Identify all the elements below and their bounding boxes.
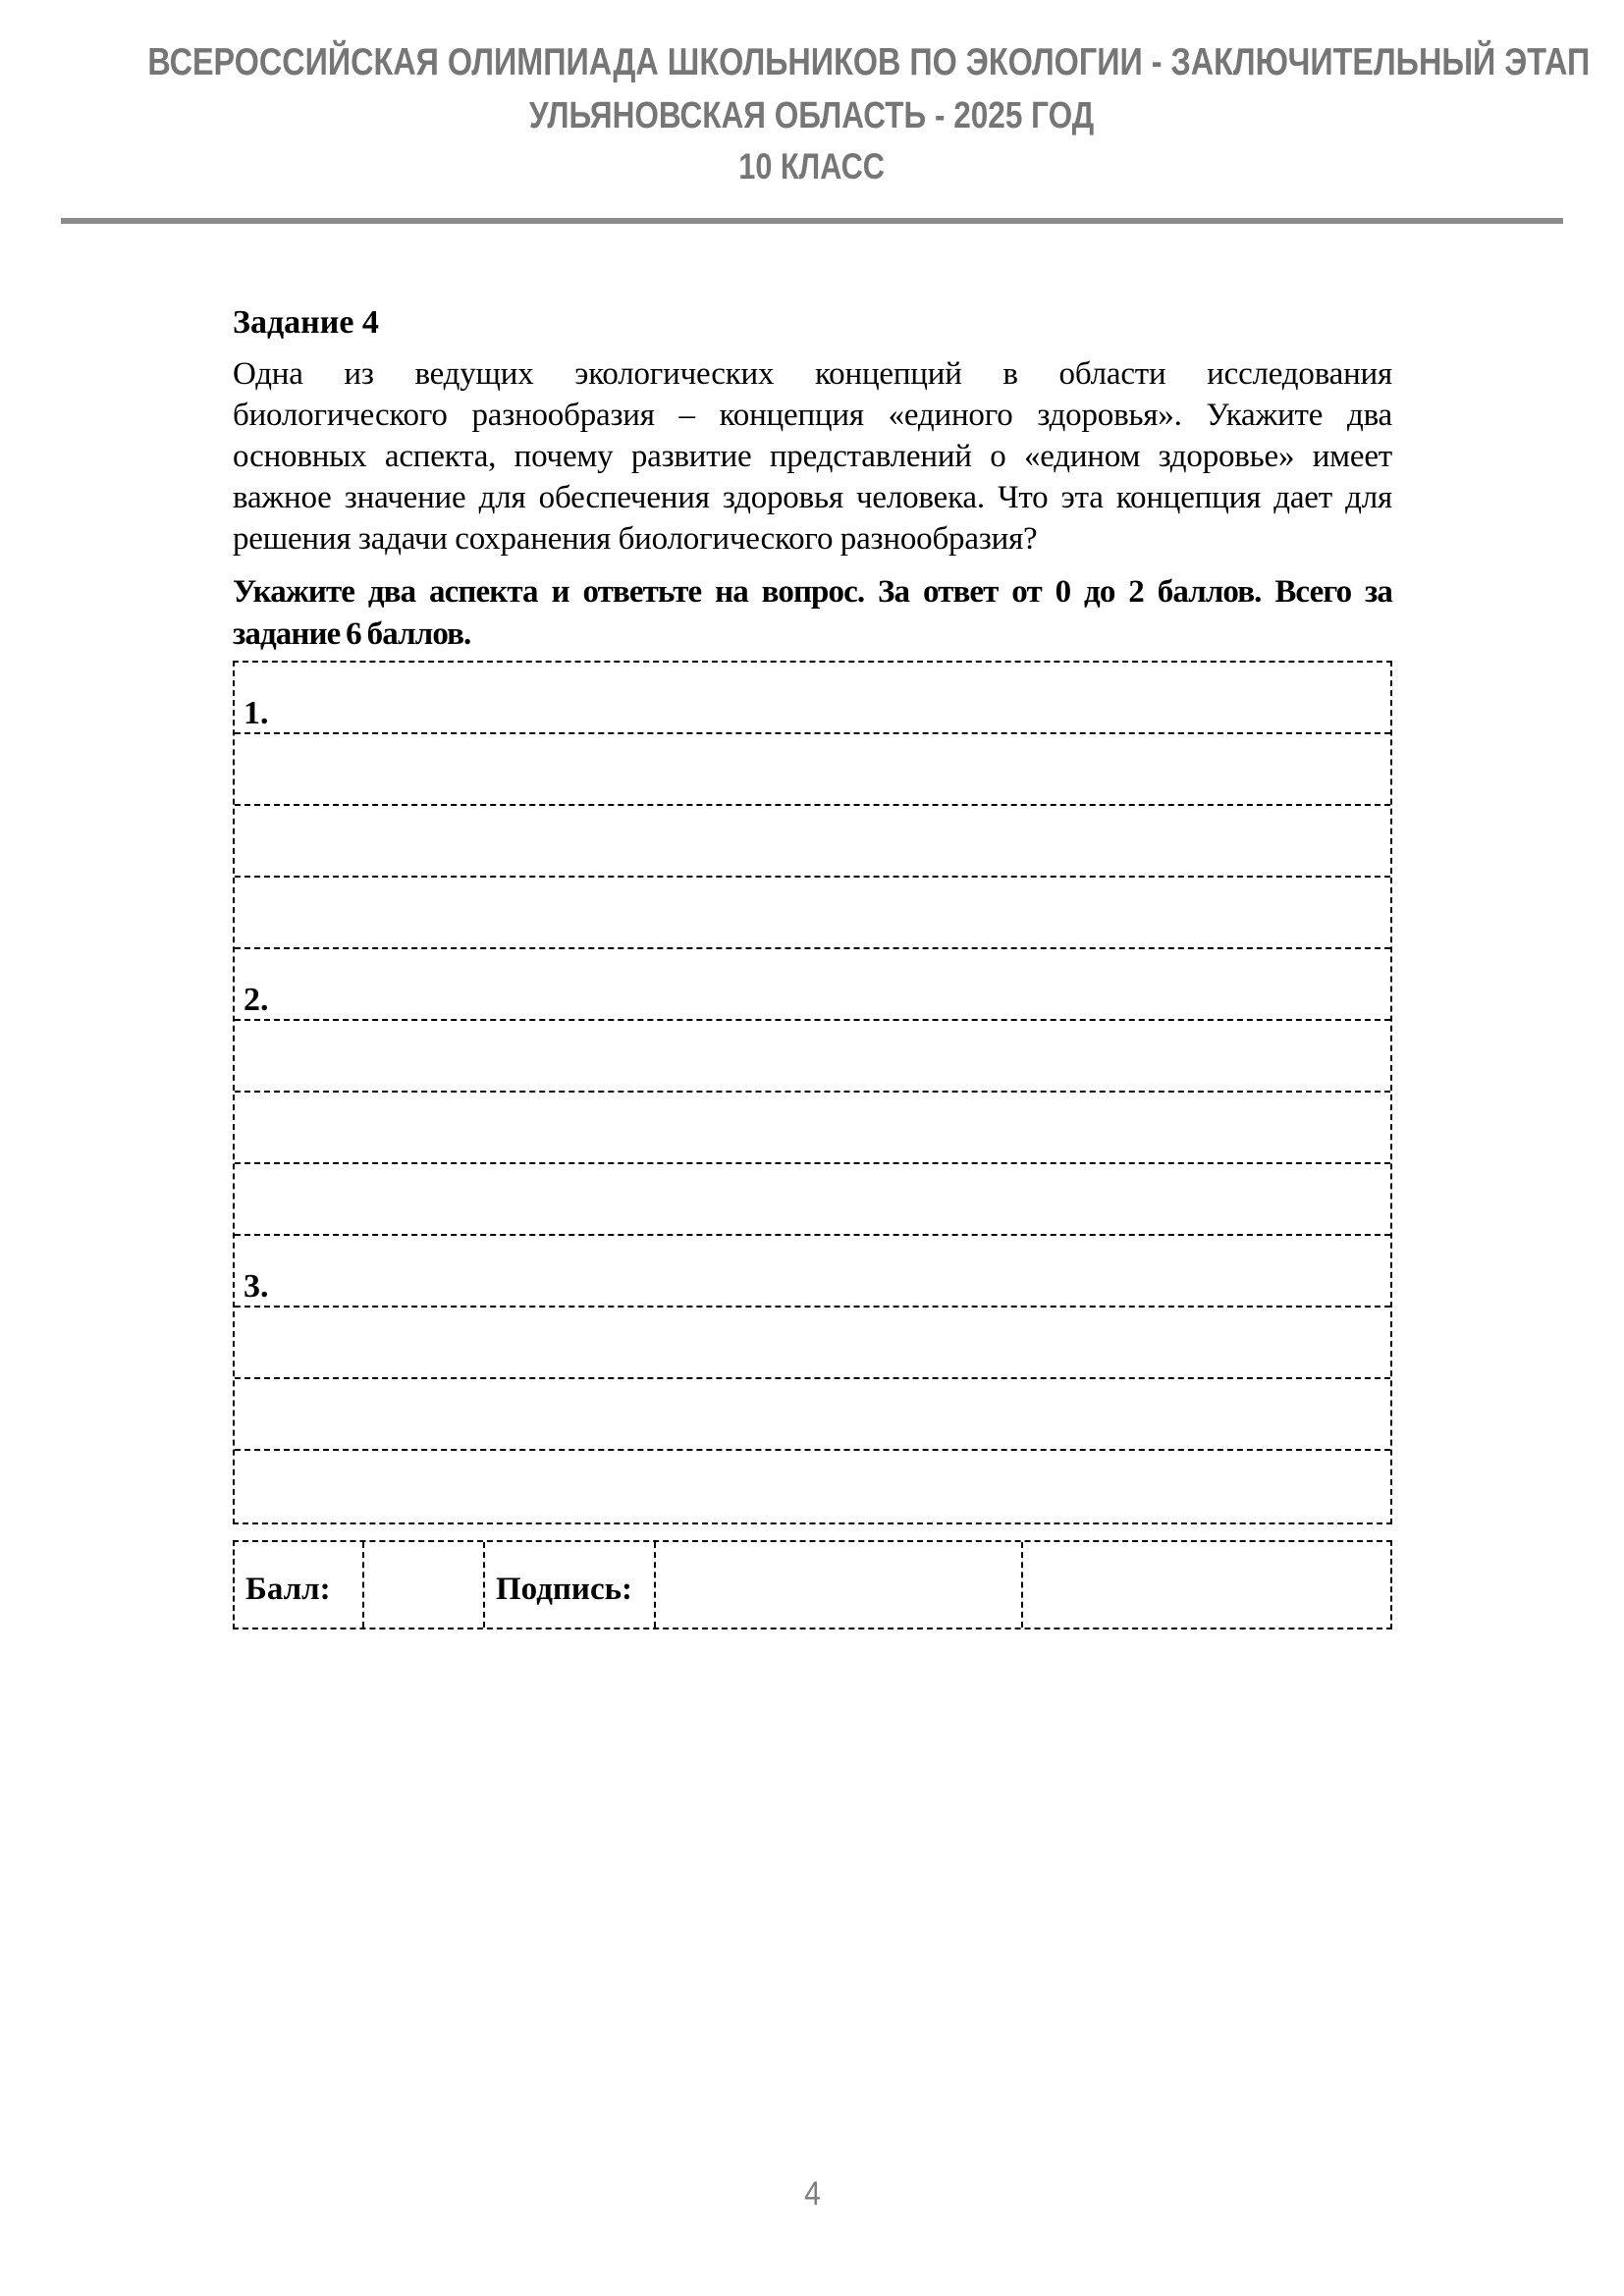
page-footer: [0, 2175, 1624, 2214]
answer-item-2-label-row: [235, 949, 1390, 1021]
answer-ruled-line: [235, 1093, 1390, 1164]
page-header: [0, 35, 1624, 189]
task-title: Задание 4: [233, 304, 379, 341]
score-table: [233, 1540, 1392, 1629]
answer-ruled-line: [235, 1164, 1390, 1236]
answer-item-3-number: 3.: [244, 1268, 269, 1305]
answer-ruled-line: [235, 1451, 1390, 1522]
header-olympiad-title-text: ВСЕРОССИЙСКАЯ ОЛИМПИАДА ШКОЛЬНИКОВ ПО ЭКОЛОГИИ - ЗАКЛЮЧИТЕЛЬНЫЙ ЭТАП: [147, 41, 1591, 83]
answer-ruled-line: [235, 734, 1390, 806]
task-scoring-instruction-line: задание 6 баллов.: [233, 616, 471, 652]
task-description-line: решения задачи сохранения биологического разнообразия?: [233, 521, 1038, 557]
answer-ruled-line: [235, 1379, 1390, 1451]
answer-ruled-line: [235, 878, 1390, 949]
task-scoring-instruction: [233, 571, 1392, 656]
header-divider-rule: [61, 218, 1563, 224]
header-olympiad-title: [0, 35, 1624, 89]
task-description-line: основных аспекта, почему развитие представлений о «едином здоровье» имеет: [233, 439, 1392, 474]
answer-item-2-number: 2.: [244, 982, 269, 1018]
task-description-line: биологического разнообразия – концепция «единого здоровья». Укажите два: [233, 398, 1392, 433]
answer-ruled-line: [235, 1308, 1390, 1379]
answer-item-1-label-row: [235, 663, 1390, 734]
task-section: [233, 301, 1392, 1629]
header-region-year-text: УЛЬЯНОВСКАЯ ОБЛАСТЬ - 2025 ГОД: [529, 95, 1095, 136]
signature-label: Подпись:: [496, 1572, 633, 1607]
score-label: Балл:: [245, 1572, 331, 1607]
task-description-line: важное значение для обеспечения здоровья человека. Что эта концепция дает для: [233, 480, 1392, 515]
task-scoring-instruction-line: Укажите два аспекта и ответьте на вопрос. За ответ от 0 до 2 баллов. Всего за: [233, 574, 1392, 610]
signature-label-cell: [485, 1542, 656, 1628]
signature-value-cell: [656, 1542, 1023, 1628]
task-description-line: Одна из ведущих экологических концепций в области исследования: [233, 356, 1392, 392]
answer-item-1-number: 1.: [244, 695, 269, 731]
score-value-cell: [364, 1542, 485, 1628]
header-region-year: [0, 89, 1624, 143]
answer-ruled-line: [235, 1021, 1390, 1093]
answer-item-3-label-row: [235, 1236, 1390, 1308]
answer-box: [233, 661, 1392, 1524]
answer-ruled-line: [235, 806, 1390, 878]
score-table-extra-cell: [1023, 1542, 1390, 1628]
task-description: [233, 353, 1392, 560]
score-label-cell: [235, 1542, 364, 1628]
header-grade-text: 10 КЛАСС: [738, 146, 886, 187]
header-grade: [0, 143, 1624, 189]
page-number: 4: [803, 2175, 821, 2213]
